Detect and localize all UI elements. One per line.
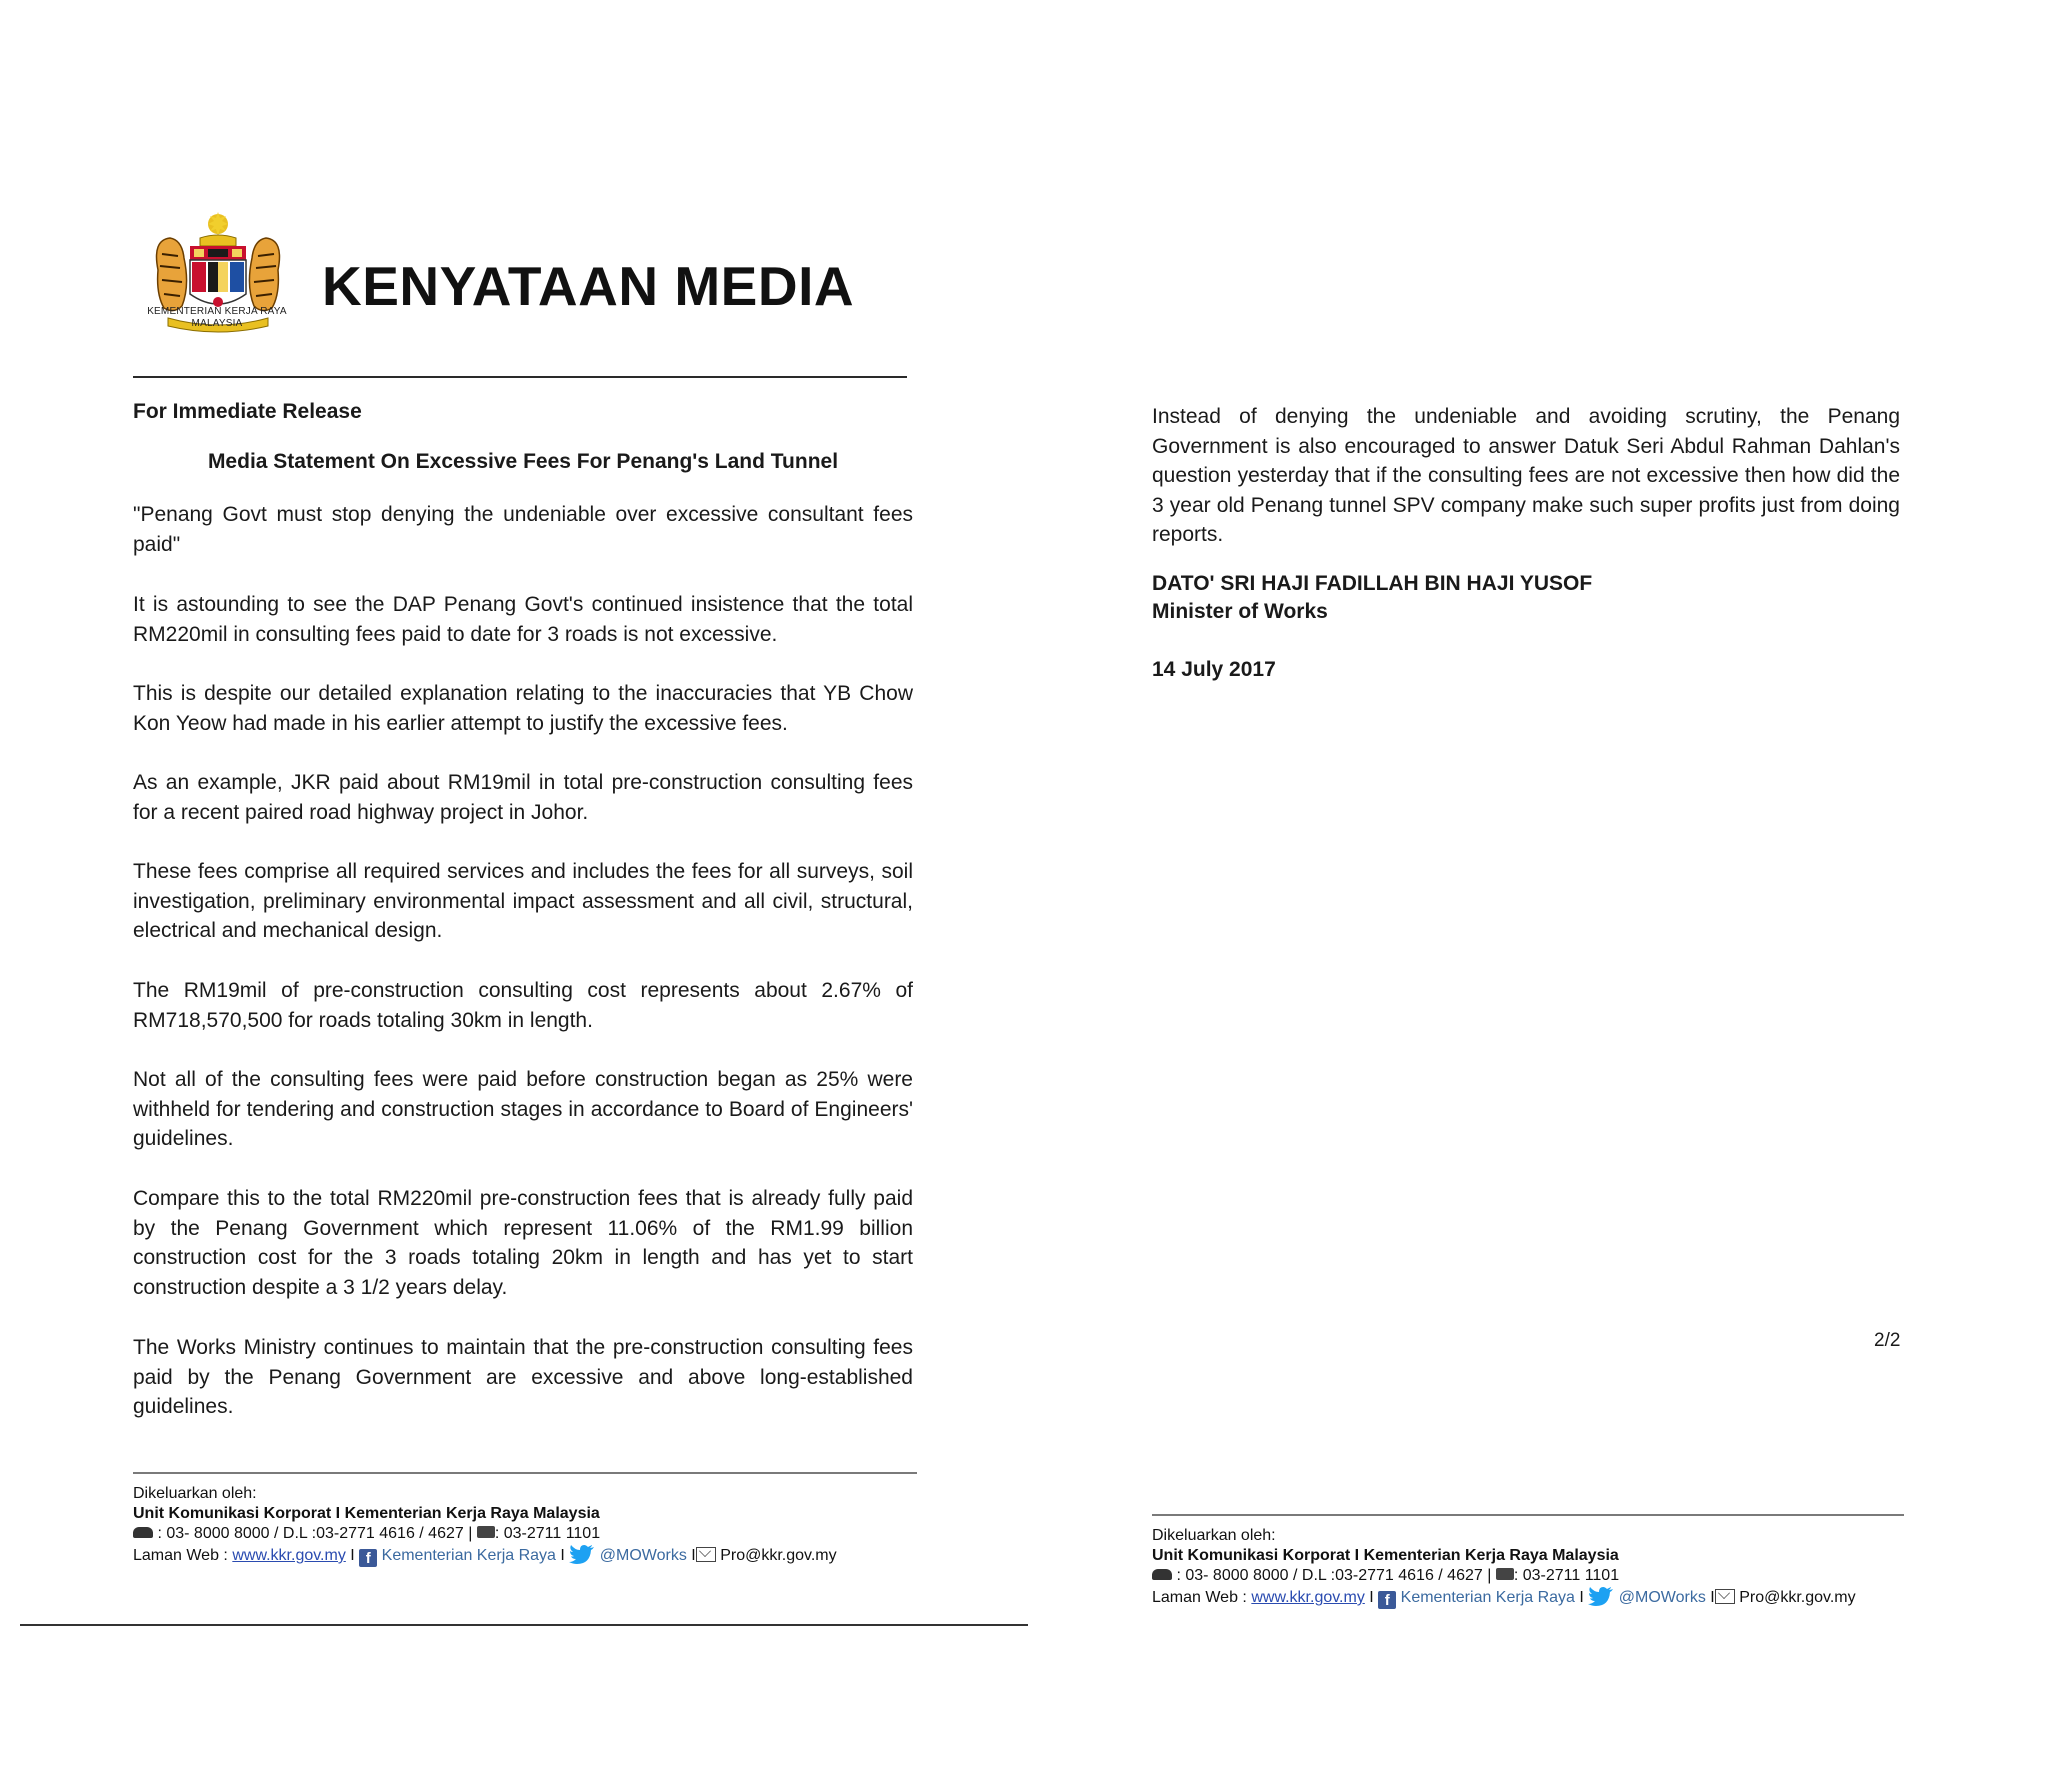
facebook-icon[interactable]: f — [1378, 1591, 1396, 1609]
paragraph: "Penang Govt must stop denying the undeniable over excessive consultant fees paid" — [133, 503, 913, 556]
footer-web-line — [1152, 1586, 1856, 1609]
paragraph: These fees comprise all required services and includes the fees for all surveys, soil investigation, preliminary environmental impact assessment and all civil, structural, electrical and mechanical design. — [133, 860, 913, 942]
twitter-icon[interactable] — [1588, 1586, 1614, 1606]
paragraph: Compare this to the total RM220mil pre-construction fees that is already fully paid by the Penang Government which represent 11.06% of the RM1.99 billion construction cost for the 3 roads totaling 20km in length and has yet to start construction despite a 3 1/2 years delay. — [133, 1187, 913, 1299]
phone-icon — [133, 1527, 153, 1538]
separator: I — [1579, 1589, 1584, 1606]
phone-icon — [1152, 1569, 1172, 1580]
footer-phone: : 03- 8000 8000 / D.L :03-2771 4616 / 4627 | — [157, 1525, 473, 1542]
footer-web-line — [133, 1544, 837, 1567]
crest-caption-line2: MALAYSIA — [191, 318, 243, 329]
footer-contact-line — [1152, 1566, 1856, 1586]
separator: I — [350, 1547, 355, 1564]
signatory-name: DATO' SRI HAJI FADILLAH BIN HAJI YUSOF — [1152, 572, 1593, 595]
facebook-icon[interactable]: f — [359, 1549, 377, 1567]
footer-unit-text: Unit Komunikasi Korporat I Kementerian Kerja Raya Malaysia — [1152, 1547, 1619, 1564]
twitter-link[interactable]: @MOWorks — [1618, 1589, 1706, 1606]
fax-icon — [477, 1526, 495, 1538]
twitter-link[interactable]: @MOWorks — [599, 1547, 687, 1564]
email-icon — [696, 1547, 716, 1562]
footer-unit — [133, 1504, 837, 1524]
paragraph: Not all of the consulting fees were paid before construction began as 25% were withheld for tendering and construction stages in accordance to Board of Engineers' guidelines. — [133, 1068, 913, 1150]
paragraph: The RM19mil of pre-construction consulting cost represents about 2.67% of RM718,570,500 for roads totaling 30km in length. — [133, 979, 913, 1032]
footer-unit — [1152, 1546, 1856, 1566]
statement-title: Media Statement On Excessive Fees For Penang's Land Tunnel — [207, 450, 839, 473]
website-link[interactable]: www.kkr.gov.my — [1251, 1589, 1365, 1606]
footer-divider — [133, 1472, 917, 1474]
footer-fax: : 03-2711 1101 — [494, 1525, 601, 1542]
website-link[interactable]: www.kkr.gov.my — [232, 1547, 346, 1564]
statement-date: 14 July 2017 — [1152, 658, 1276, 681]
release-label: For Immediate Release — [133, 400, 362, 423]
paragraph: As an example, JKR paid about RM19mil in total pre-construction consulting fees for a recent paired road highway project in Johor. — [133, 771, 913, 824]
footer-unit-text: Unit Komunikasi Korporat I Kementerian Kerja Raya Malaysia — [133, 1505, 600, 1522]
page-heading: KENYATAAN MEDIA — [322, 255, 855, 317]
paragraph: The Works Ministry continues to maintain that the pre-construction consulting fees paid by the Penang Government are excessive and above long-established guidelines. — [133, 1336, 913, 1418]
twitter-icon[interactable] — [569, 1544, 595, 1564]
crest-caption — [136, 306, 298, 330]
fax-icon — [1496, 1568, 1514, 1580]
facebook-link[interactable]: Kementerian Kerja Raya — [381, 1547, 556, 1564]
separator: I — [1369, 1589, 1374, 1606]
email-link[interactable]: Pro@kkr.gov.my — [1739, 1589, 1856, 1606]
footer-web-label: Laman Web : — [1152, 1589, 1247, 1606]
footer-fax: : 03-2711 1101 — [1513, 1567, 1620, 1584]
facebook-link[interactable]: Kementerian Kerja Raya — [1400, 1589, 1575, 1606]
paragraph: This is despite our detailed explanation relating to the inaccuracies that YB Chow Kon Yeow had made in his earlier attempt to justify the excessive fees. — [133, 682, 913, 735]
footer-issued-by: Dikeluarkan oleh: — [1152, 1527, 1276, 1544]
separator: I — [560, 1547, 565, 1564]
footer-web-label: Laman Web : — [133, 1547, 228, 1564]
header-divider — [133, 376, 907, 378]
email-link[interactable]: Pro@kkr.gov.my — [720, 1547, 837, 1564]
paragraph: Instead of denying the undeniable and avoiding scrutiny, the Penang Government is also encouraged to answer Datuk Seri Abdul Rahman Dahlan's question yesterday that if the consulting fees are not excessive then how did the 3 year old Penang tunnel SPV company make such super profits just from doing reports. — [1152, 405, 1900, 546]
footer-divider — [1152, 1514, 1904, 1516]
email-icon — [1715, 1589, 1735, 1604]
separator: I — [1710, 1589, 1715, 1606]
footer-issued-by: Dikeluarkan oleh: — [133, 1485, 257, 1502]
page-bottom-divider — [20, 1624, 1028, 1626]
footer-contact-line — [133, 1524, 837, 1544]
page-number: 2/2 — [1874, 1330, 1901, 1351]
crest-caption-line1: KEMENTERIAN KERJA RAYA — [147, 306, 287, 317]
paragraph: It is astounding to see the DAP Penang Govt's continued insistence that the total RM220mil in consulting fees paid to date for 3 roads is not excessive. — [133, 593, 913, 646]
signatory-title: Minister of Works — [1152, 600, 1328, 623]
footer-phone: : 03- 8000 8000 / D.L :03-2771 4616 / 4627 | — [1176, 1567, 1492, 1584]
separator: I — [691, 1547, 696, 1564]
